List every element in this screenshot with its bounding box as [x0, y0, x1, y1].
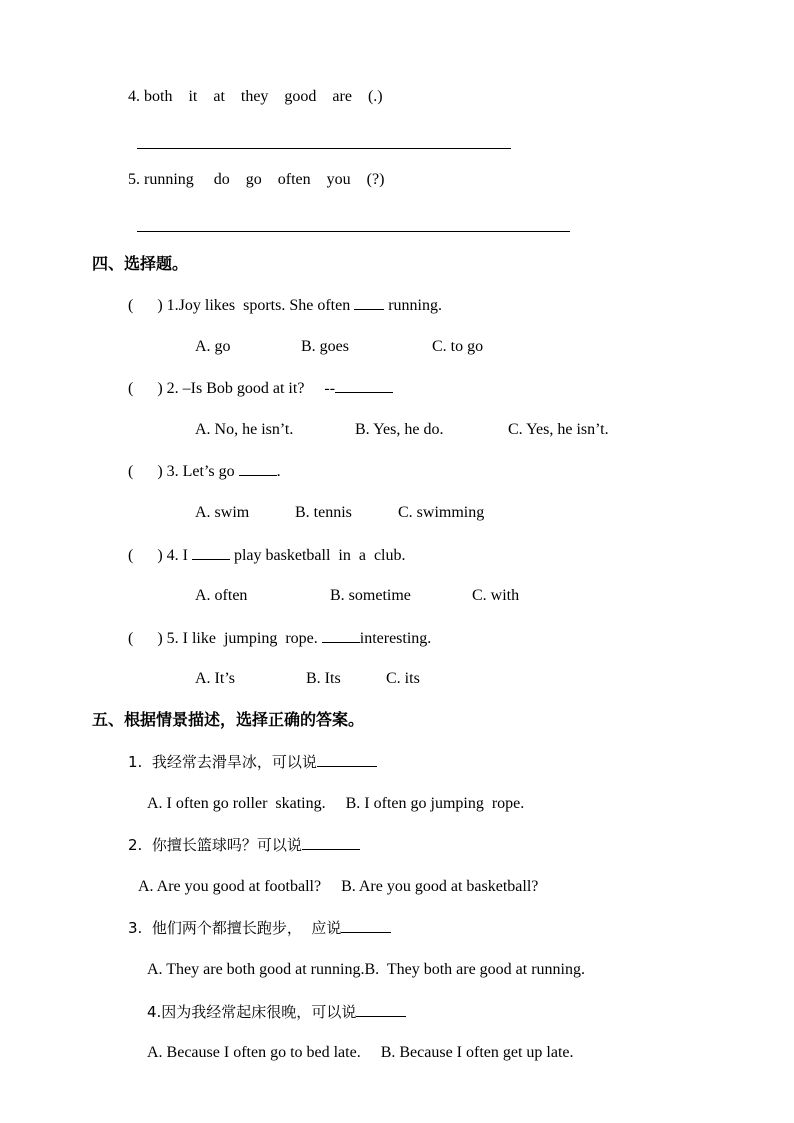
scenario-blank-3[interactable]: [341, 918, 391, 933]
mc-blank-4[interactable]: [192, 545, 230, 560]
mc-3-option-a[interactable]: A. swim: [195, 504, 250, 521]
mc-question-5-prefix: ( ) 5. I like jumping rope.: [128, 630, 318, 647]
section5-heading: 五、根据情景描述，选择正确的答案。: [92, 710, 365, 729]
mc-2-option-b[interactable]: B. Yes, he do.: [355, 421, 444, 438]
reorder-q5: 5. running do go often you (?): [128, 171, 385, 188]
mc-question-1-prefix: ( ) 1.Joy likes sports. She often: [128, 297, 351, 314]
mc-5-option-b[interactable]: B. Its: [306, 670, 341, 687]
mc-5-option-a[interactable]: A. It’s: [195, 670, 235, 687]
mc-question-5: [128, 628, 431, 649]
mc-blank-3[interactable]: [239, 461, 277, 476]
scenario-question-2-text: 2. 你擅长篮球吗？可以说: [128, 836, 302, 854]
mc-2-option-a[interactable]: A. No, he isn’t.: [195, 421, 294, 438]
scenario-options-1[interactable]: A. I often go roller skating. B. I often go jumping rope.: [147, 795, 525, 812]
scenario-question-1-text: 1. 我经常去滑旱冰，可以说: [128, 753, 317, 771]
mc-question-1-suffix: running.: [388, 297, 442, 314]
mc-4-option-c[interactable]: C. with: [472, 587, 520, 604]
answer-line-q5[interactable]: [137, 231, 570, 232]
scenario-options-2[interactable]: A. Are you good at football? B. Are you good at basketball?: [138, 878, 539, 895]
mc-4-option-a[interactable]: A. often: [195, 587, 248, 604]
scenario-blank-2[interactable]: [302, 835, 360, 850]
scenario-question-2: [128, 835, 360, 855]
mc-1-option-c[interactable]: C. to go: [432, 338, 484, 355]
mc-blank-5[interactable]: [322, 628, 360, 643]
mc-question-5-suffix: interesting.: [359, 630, 432, 647]
scenario-question-3: [128, 918, 391, 938]
scenario-options-3[interactable]: A. They are both good at running.B. They both are good at running.: [147, 961, 585, 978]
mc-3-option-c[interactable]: C. swimming: [398, 504, 485, 521]
answer-line-q4[interactable]: [137, 148, 511, 149]
reorder-q4: 4. both it at they good are (.): [128, 88, 383, 105]
mc-question-3-suffix: .: [276, 463, 281, 480]
mc-1-option-a[interactable]: A. go: [195, 338, 231, 355]
mc-2-option-c[interactable]: C. Yes, he isn’t.: [508, 421, 609, 438]
mc-question-3: [128, 461, 281, 482]
mc-1-option-b[interactable]: B. goes: [301, 338, 349, 355]
scenario-question-4: [147, 1002, 406, 1022]
mc-question-2-prefix: ( ) 2. –Is Bob good at it? --: [128, 380, 336, 397]
mc-blank-1[interactable]: [354, 295, 384, 310]
mc-question-1: [128, 295, 442, 316]
mc-question-4: [128, 545, 406, 566]
scenario-question-1: [128, 752, 377, 772]
scenario-blank-4[interactable]: [356, 1002, 406, 1017]
mc-question-2: [128, 378, 393, 399]
mc-question-4-suffix: play basketball in a club.: [233, 547, 406, 564]
scenario-blank-1[interactable]: [317, 752, 377, 767]
scenario-options-4[interactable]: A. Because I often go to bed late. B. Because I often get up late.: [147, 1044, 574, 1061]
scenario-question-4-text: 4.因为我经常起床很晚，可以说: [147, 1003, 357, 1021]
mc-3-option-b[interactable]: B. tennis: [295, 504, 352, 521]
mc-question-3-prefix: ( ) 3. Let’s go: [128, 463, 235, 480]
mc-4-option-b[interactable]: B. sometime: [330, 587, 411, 604]
scenario-question-3-text: 3. 他们两个都擅长跑步， 应说: [128, 919, 342, 937]
mc-question-4-prefix: ( ) 4. I: [128, 547, 188, 564]
mc-5-option-c[interactable]: C. its: [386, 670, 420, 687]
section4-heading: 四、选择题。: [92, 254, 189, 273]
mc-blank-2[interactable]: [335, 378, 393, 393]
